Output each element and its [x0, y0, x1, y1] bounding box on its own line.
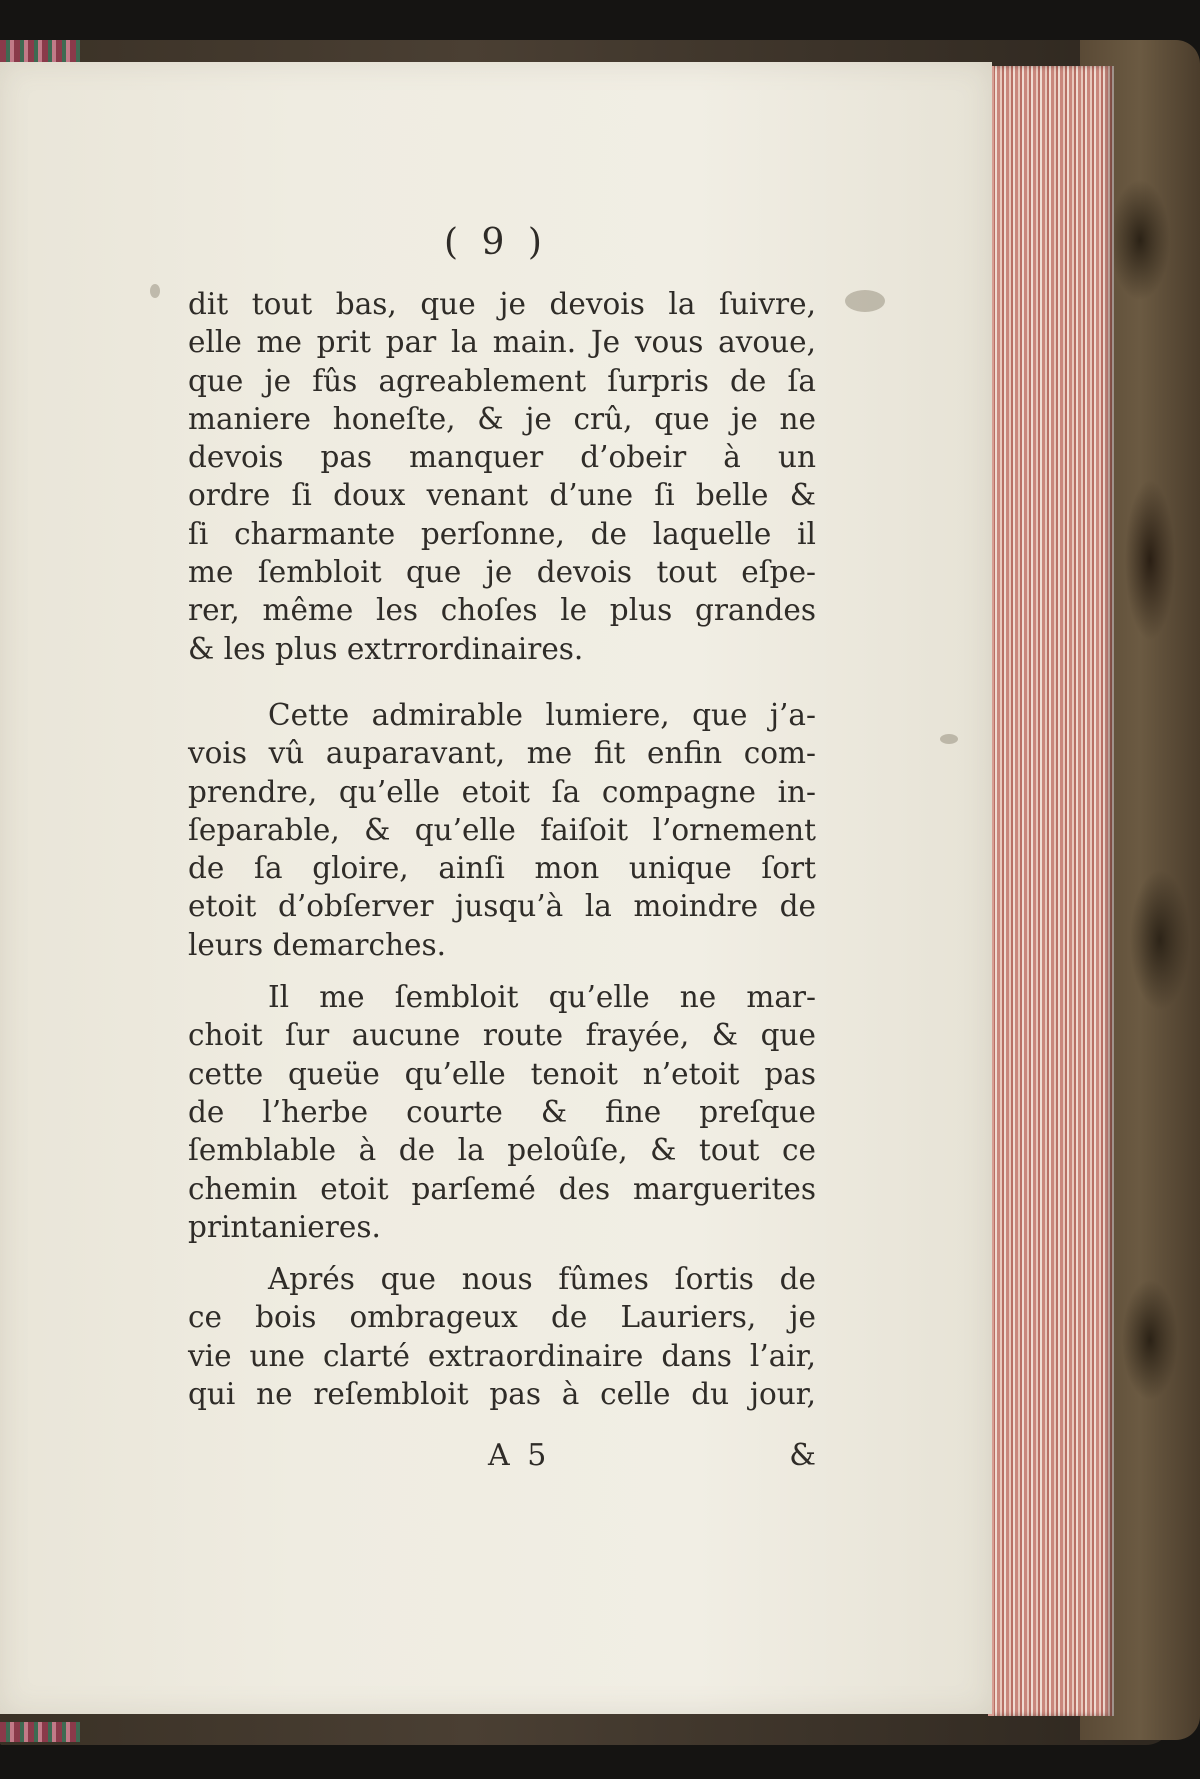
text-line: cette queüe qu’elle tenoit n’etoit pas: [188, 1056, 816, 1091]
text-line: ſemblable à de la peloûſe, & tout ce: [188, 1133, 816, 1168]
paragraph: [188, 285, 816, 668]
page-fore-edge: [988, 66, 1114, 1716]
text-line: prendre, qu’elle etoit ſa compagne in-: [188, 774, 816, 809]
text-line: devois pas manquer d’obeir à un: [188, 440, 816, 475]
paragraph: [188, 1260, 816, 1413]
text-line: ſeparable, & qu’elle faiſoit l’ornement: [188, 812, 816, 847]
text-line: ce bois ombrageux de Lauriers, je: [188, 1300, 816, 1335]
text-line: de ſa gloire, ainſi mon unique ſort: [188, 851, 816, 886]
text-line: printanieres.: [188, 1209, 381, 1244]
text-line: vie une clarté extraordinaire dans l’air,: [188, 1338, 816, 1373]
body-text: [188, 285, 816, 1413]
headband-top: [0, 40, 80, 62]
text-line: choit ſur aucune route frayée, & que: [188, 1018, 816, 1053]
text-line: de l’herbe courte & fine preſque: [188, 1094, 816, 1129]
text-line: me ſembloit que je devois tout eſpe-: [188, 555, 816, 590]
text-line: Cette admirable lumiere, que j’a-: [268, 697, 816, 732]
paragraph: [188, 696, 816, 964]
paper-stain: [150, 284, 160, 298]
paper-stain: [940, 734, 958, 744]
text-line: leurs demarches.: [188, 927, 447, 962]
page-number-header: ( 9 ): [444, 222, 548, 263]
text-line: dit tout bas, que je devois la ſuivre,: [188, 287, 816, 321]
catchword: &: [789, 1438, 816, 1473]
text-line: maniere honeſte, & je crû, que je ne: [188, 401, 816, 436]
text-line: rer, même les choſes le plus grandes: [188, 593, 816, 628]
text-line: que je fûs agreablement ſurpris de ſa: [188, 363, 816, 398]
text-line: ſi charmante perſonne, de laquelle il: [188, 516, 816, 551]
text-line: qui ne reſembloit pas à celle du jour,: [188, 1377, 816, 1412]
headband-bottom: [0, 1722, 80, 1742]
text-line: chemin etoit parſemé des marguerites: [188, 1171, 816, 1206]
text-line: etoit d’obſerver jusqu’à la moindre de: [188, 889, 816, 924]
text-line: Aprés que nous fûmes ſortis de: [268, 1262, 816, 1297]
signature-mark: A 5: [488, 1438, 551, 1473]
text-line: elle me prit par la main. Je vous avoue,: [188, 325, 816, 360]
text-line: & les plus extrrordinaires.: [188, 631, 584, 666]
paragraph: [188, 978, 816, 1246]
paper-stain: [845, 290, 885, 312]
text-line: ordre ſi doux venant d’une ſi belle &: [188, 478, 816, 513]
text-line: vois vû auparavant, me fit enfin com-: [188, 736, 816, 771]
text-line: Il me ſembloit qu’elle ne mar-: [268, 980, 816, 1015]
